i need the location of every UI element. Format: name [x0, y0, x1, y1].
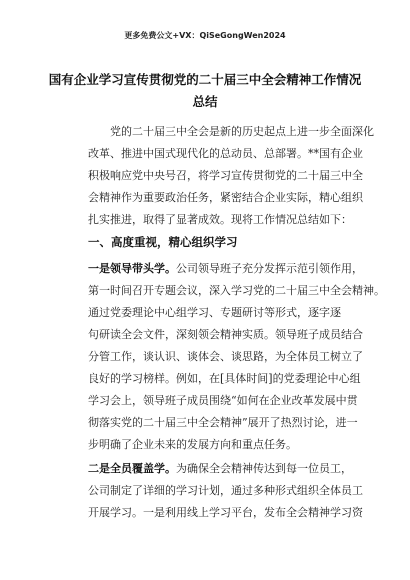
intro-line: 会精神作为重要政治任务，紧密结合企业实际，精心组织	[88, 191, 363, 204]
document-title-line-1: 国有企业学习宣传贯彻党的二十届三中全会精神工作情况	[48, 72, 362, 87]
intro-line: 改革、推进中国式现代化的总动员、总部署。**国有企业	[88, 147, 363, 160]
header-note: 更多免费公文+VX：QiSeGongWen2024	[124, 31, 286, 40]
paragraph-line: 彻落实党的二十届三中全会精神”展开了热烈讨论，进一	[88, 416, 358, 429]
paragraph-line: 开展学习。一是利用线上学习平台，发布全会精神学习资	[88, 506, 363, 519]
paragraph-text: 为确保全会精神传达到每一位员工，	[176, 462, 352, 475]
section-heading: 一、高度重视，精心组织学习	[88, 235, 238, 249]
paragraph-line: 良好的学习榜样。例如，在[具体时间]的党委理论中心组	[88, 372, 361, 385]
intro-line: 扎实推进，取得了显著成效。现将工作情况总结如下：	[88, 213, 352, 226]
intro-line: 党的二十届三中全会是新的历史起点上进一步全面深化	[110, 125, 374, 138]
paragraph-line: 学习会上，领导班子成员围绕“如何在企业改革发展中贯	[88, 394, 358, 407]
document-title-line-2: 总结	[192, 94, 218, 109]
paragraph-line: 分管工作，谈认识、谈体会、谈思路，为全体员工树立了	[88, 350, 363, 363]
paragraph-line: 步明确了企业未来的发展方向和重点任务。	[88, 438, 297, 451]
paragraph-text: 公司领导班子充分发挥示范引领作用，	[176, 262, 363, 275]
paragraph-line	[88, 460, 388, 476]
paragraph-line: 公司制定了详细的学习计划，通过多种形式组织全体员工	[88, 484, 363, 497]
intro-line: 积极响应党中央号召，将学习宣传贯彻党的二十届三中全	[88, 169, 363, 182]
paragraph-lead: 二是全员覆盖学。	[88, 462, 176, 475]
paragraph-line: 通过党委理论中心组学习、专题研讨等形式，逐字逐	[88, 306, 341, 319]
paragraph-line	[88, 260, 388, 276]
paragraph-line: 句研读全会文件，深刻领会精神实质。领导班子成员结合	[88, 328, 363, 341]
paragraph-lead: 一是领导带头学。	[88, 262, 176, 275]
paragraph-line: 第一时间召开专题会议，深入学习党的二十届三中全会精神。	[88, 284, 385, 297]
